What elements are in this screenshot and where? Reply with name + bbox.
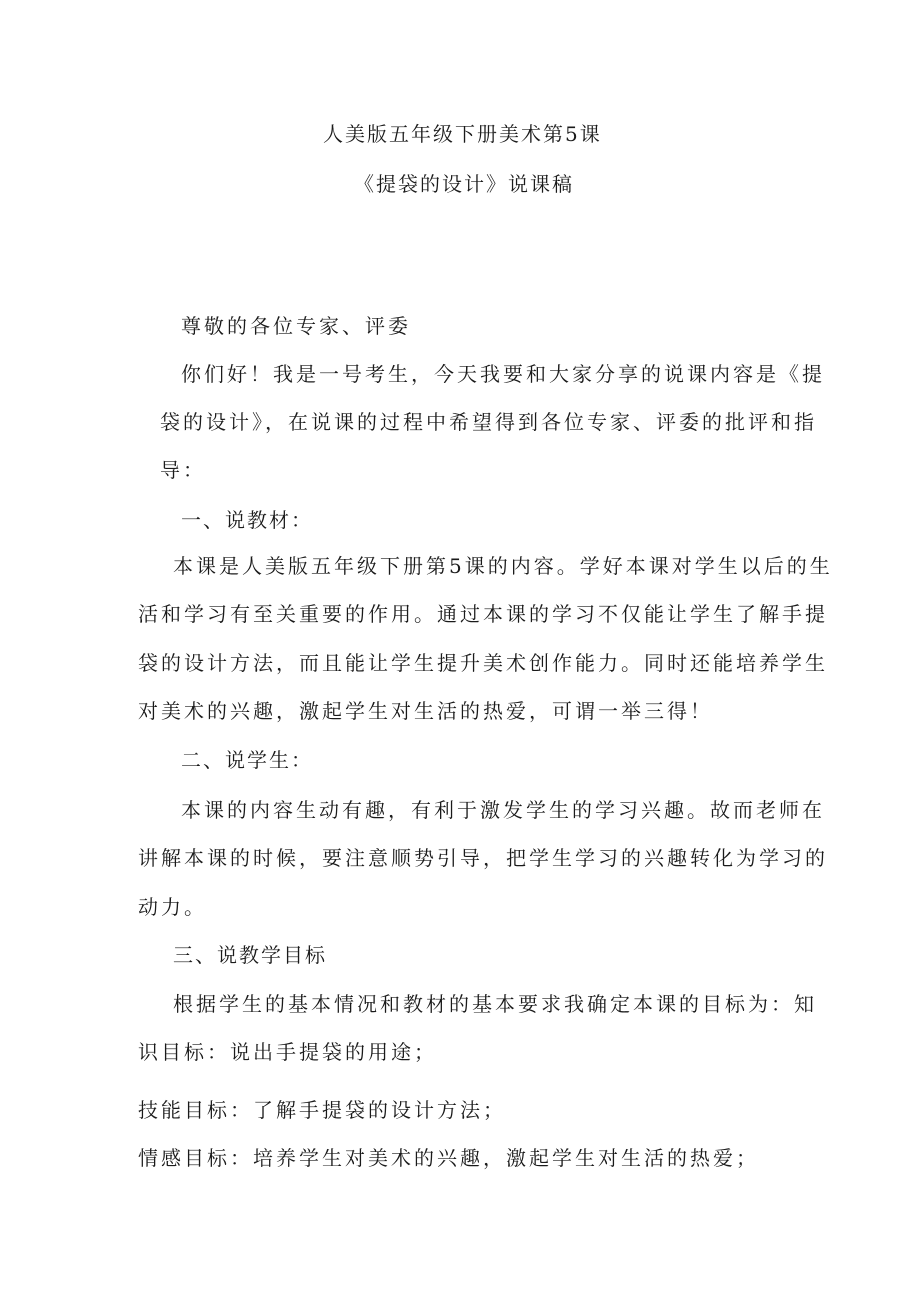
- document-subtitle: 《提袋的设计》说课稿: [354, 172, 574, 196]
- paragraph-line: 技能目标：了解手提袋的设计方法；: [138, 1098, 506, 1122]
- paragraph-line: 活和学习有至关重要的作用。通过本课的学习不仅能让学生了解手提: [138, 602, 828, 626]
- paragraph-line: 本课是人美版五年级下册第5课的内容。学好本课对学生以后的生: [173, 554, 833, 578]
- section-heading-students: 二、说学生：: [181, 748, 313, 772]
- paragraph-line: 情感目标：培养学生对美术的兴趣，激起学生对生活的热爱；: [138, 1146, 759, 1170]
- greeting-line: 导：: [160, 458, 206, 482]
- paragraph-line: 识目标：说出手提袋的用途；: [138, 1040, 437, 1064]
- paragraph-line: 动力。: [138, 895, 207, 919]
- document-title: 人美版五年级下册美术第5课: [323, 122, 602, 146]
- paragraph-line: 袋的设计方法，而且能让学生提升美术创作能力。同时还能培养学生: [138, 651, 828, 675]
- greeting-line: 你们好！我是一号考生，今天我要和大家分享的说课内容是《提: [181, 362, 825, 386]
- paragraph-line: 对美术的兴趣，激起学生对生活的热爱，可谓一举三得！: [138, 699, 713, 723]
- section-heading-objectives: 三、说教学目标: [173, 943, 327, 967]
- salutation: 尊敬的各位专家、评委: [181, 314, 411, 338]
- section-heading-textbook: 一、说教材：: [181, 508, 313, 532]
- paragraph-line: 讲解本课的时候，要注意顺势引导，把学生学习的兴趣转化为学习的: [138, 846, 828, 870]
- paragraph-line: 本课的内容生动有趣，有利于激发学生的学习兴趣。故而老师在: [181, 798, 825, 822]
- paragraph-line: 根据学生的基本情况和教材的基本要求我确定本课的目标为：知: [173, 992, 817, 1016]
- greeting-line: 袋的设计》，在说课的过程中希望得到各位专家、评委的批评和指: [160, 410, 817, 434]
